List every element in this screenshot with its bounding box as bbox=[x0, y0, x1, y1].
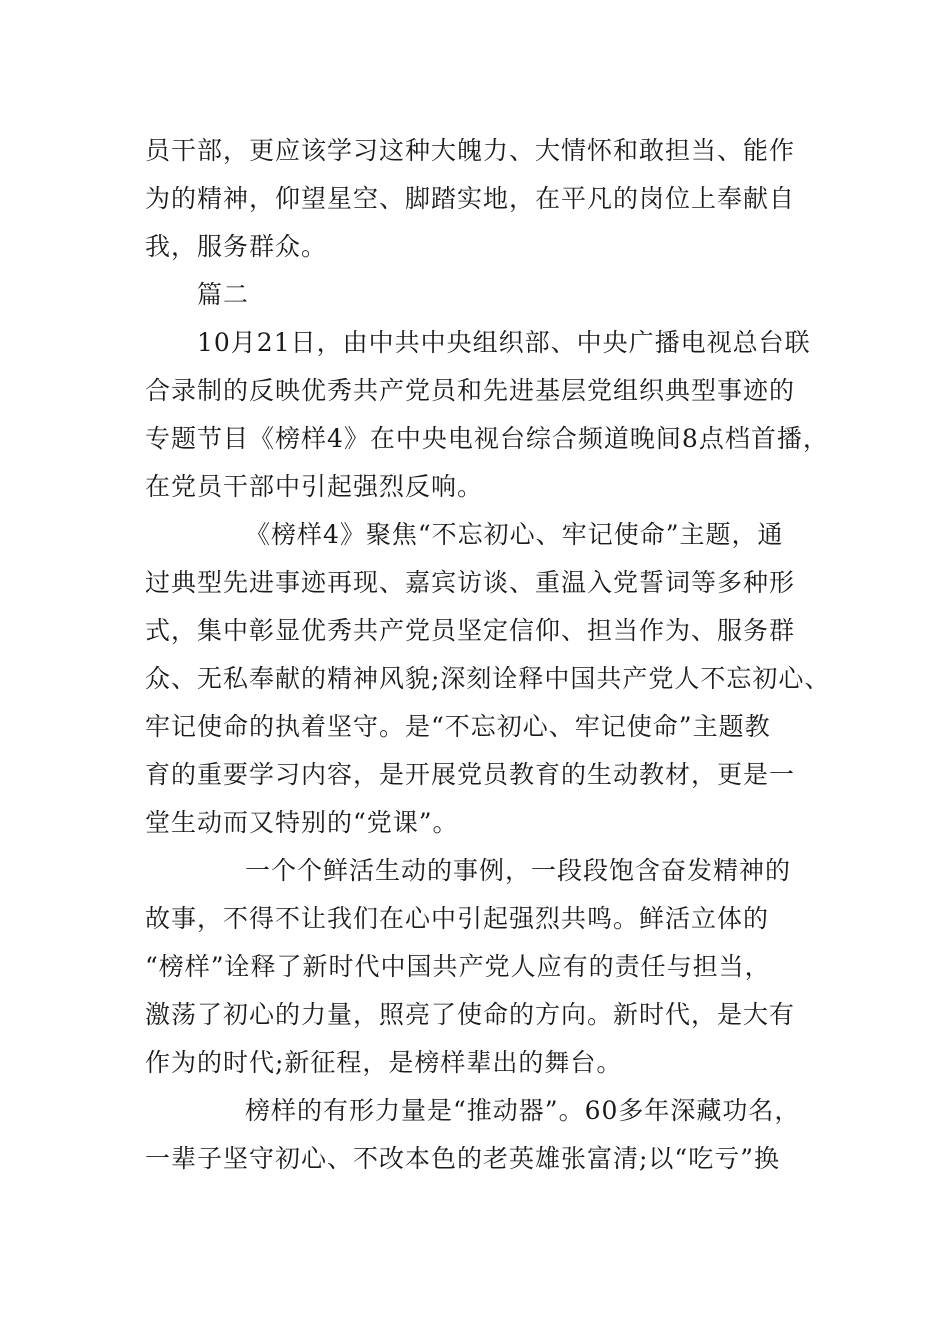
document-body bbox=[145, 127, 831, 1183]
text-line: 激荡了初心的力量，照亮了使命的方向。新时代，是大有 bbox=[145, 1000, 796, 1029]
text-line: 专题节目《榜样4》在中央电视台综合频道晚间8点档首播， bbox=[145, 424, 829, 453]
text-line: 牢记使命的执着坚守。是“不忘初心、牢记使命”主题教 bbox=[145, 712, 771, 741]
text-line: 员干部，更应该学习这种大魄力、大情怀和敢担当、能作 bbox=[145, 136, 796, 165]
text-line: 《榜样4》聚焦“不忘初心、牢记使命”主题，通 bbox=[245, 520, 784, 549]
text-line: 为的精神，仰望星空、脚踏实地，在平凡的岗位上奉献自 bbox=[145, 184, 796, 213]
text-line: 10月21日，由中共中央组织部、中央广播电视总台联 bbox=[197, 328, 811, 357]
text-line: 榜样的有形力量是“推动器”。60多年深藏功名， bbox=[245, 1096, 801, 1125]
text-line: 一个个鲜活生动的事例，一段段饱含奋发精神的 bbox=[245, 856, 792, 885]
text-line: 我，服务群众。 bbox=[145, 232, 328, 261]
text-line: 众、无私奉献的精神风貌;深刻诠释中国共产党人不忘初心、 bbox=[145, 664, 831, 693]
paragraph bbox=[145, 511, 831, 847]
text-line: 在党员干部中引起强烈反响。 bbox=[145, 472, 484, 501]
paragraph bbox=[145, 319, 829, 511]
text-line: 过典型先进事迹再现、嘉宾访谈、重温入党誓词等多种形 bbox=[145, 568, 796, 597]
text-line: 堂生动而又特别的“党课”。 bbox=[145, 808, 459, 837]
text-line: 一辈子坚守初心、不改本色的老英雄张富清;以“吃亏”换 bbox=[145, 1144, 780, 1173]
text-line: 故事，不得不让我们在心中引起强烈共鸣。鲜活立体的 bbox=[145, 904, 770, 933]
paragraph bbox=[145, 1087, 825, 1183]
text-line: “榜样”诠释了新时代中国共产党人应有的责任与担当， bbox=[145, 952, 771, 981]
paragraph bbox=[145, 847, 825, 1087]
text-line: 作为的时代;新征程，是榜样辈出的舞台。 bbox=[145, 1048, 623, 1077]
text-line: 育的重要学习内容，是开展党员教育的生动教材，更是一 bbox=[145, 760, 796, 789]
section-title: 篇二 bbox=[197, 280, 250, 309]
text-line: 合录制的反映优秀共产党员和先进基层党组织典型事迹的 bbox=[145, 376, 796, 405]
text-line: 式，集中彰显优秀共产党员坚定信仰、担当作为、服务群 bbox=[145, 616, 796, 645]
paragraph-continuation bbox=[145, 127, 825, 271]
section-heading bbox=[145, 271, 825, 319]
